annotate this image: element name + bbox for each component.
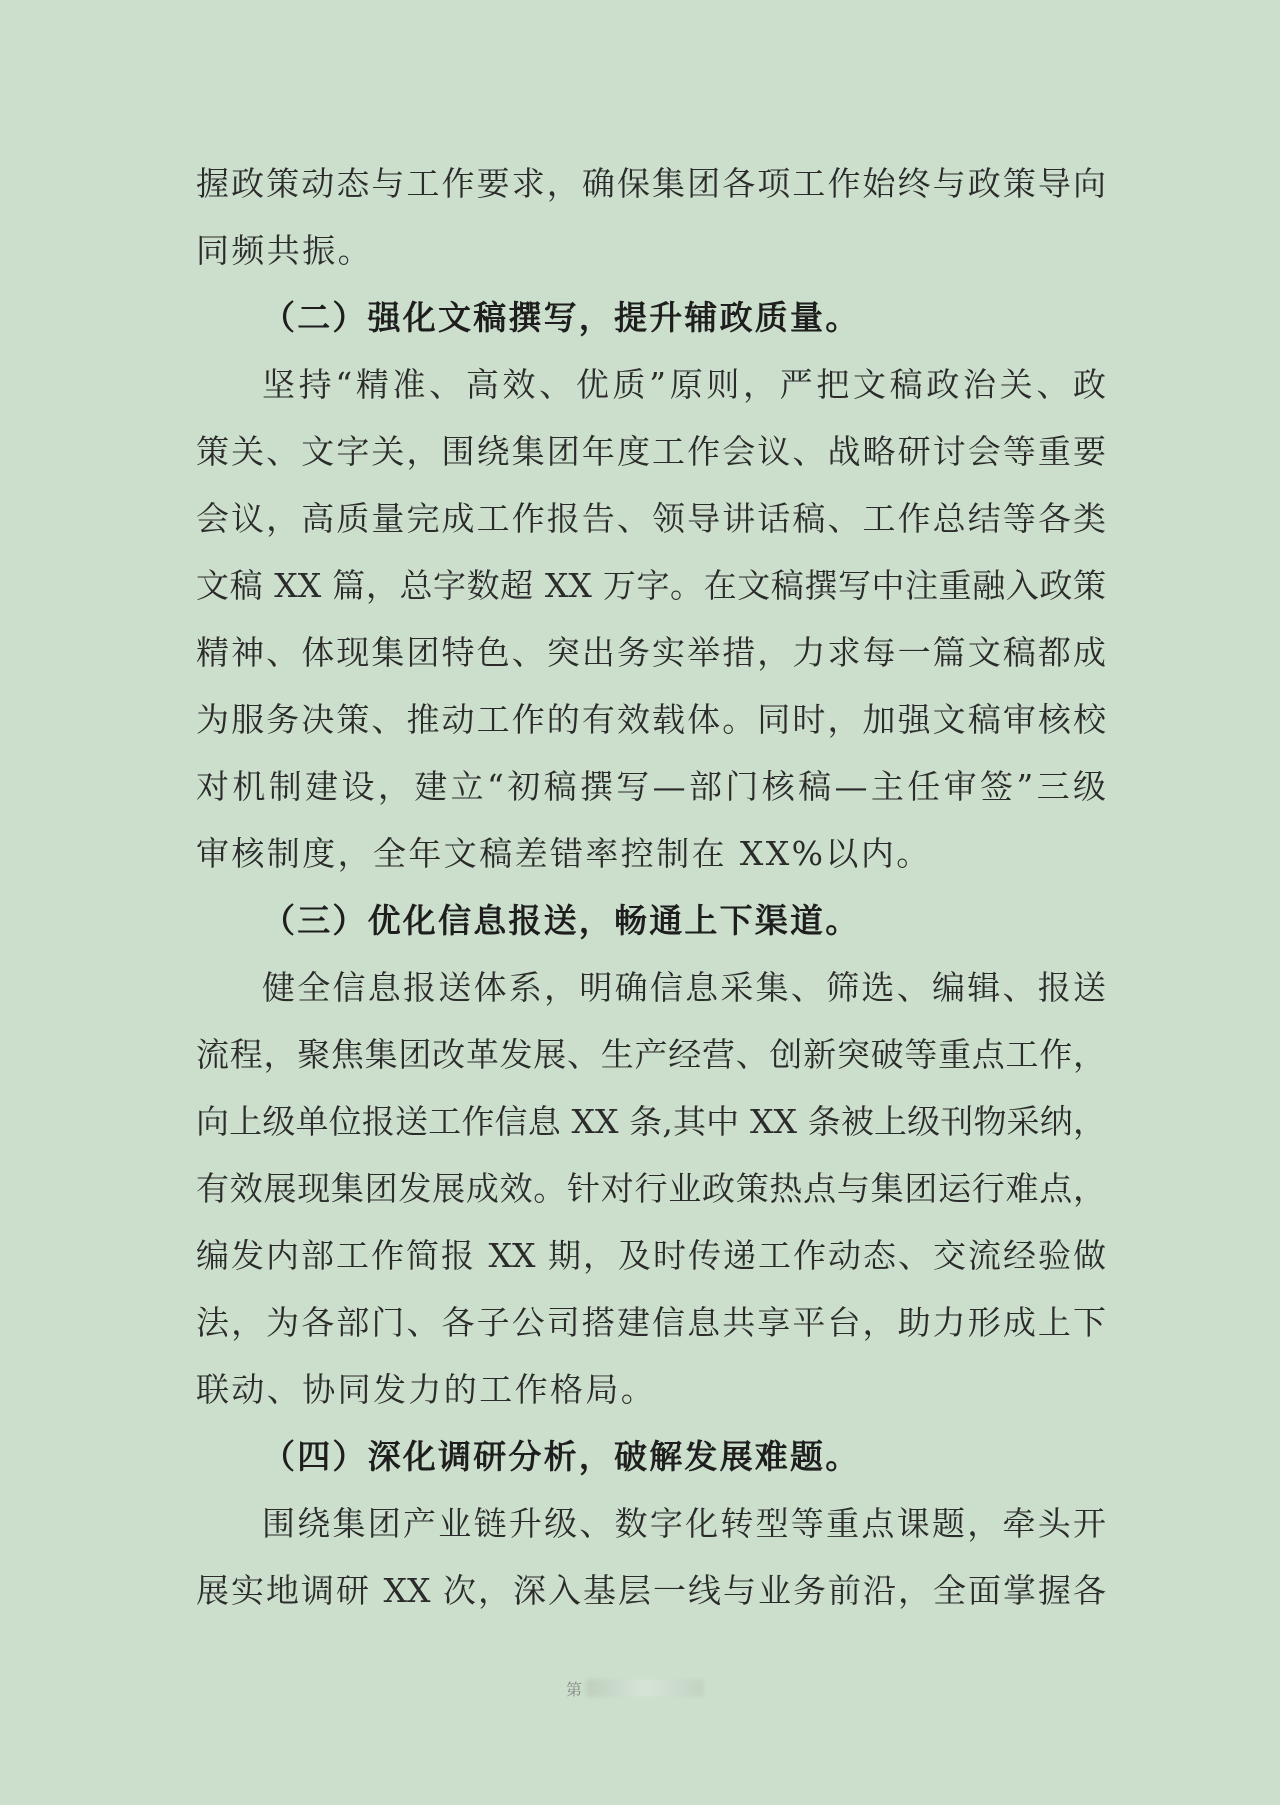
paragraph-line: 法，为各部门、各子公司搭建信息共享平台，助力形成上下 bbox=[196, 1303, 1106, 1342]
page-footer bbox=[566, 1675, 714, 1701]
paragraph-line: 坚持“精准、高效、优质”原则，严把文稿政治关、政 bbox=[262, 365, 1106, 404]
paragraph-line: 有效展现集团发展成效。针对行业政策热点与集团运行难点， bbox=[196, 1169, 1106, 1208]
document-body bbox=[196, 150, 1106, 1624]
paragraph-line: 文稿 XX 篇，总字数超 XX 万字。在文稿撰写中注重融入政策 bbox=[196, 566, 1106, 605]
paragraph-line: 对机制建设，建立“初稿撰写—部门核稿—主任审签”三级 bbox=[196, 767, 1106, 806]
paragraph-line: 会议，高质量完成工作报告、领导讲话稿、工作总结等各类 bbox=[196, 499, 1106, 538]
paragraph-line: 向上级单位报送工作信息 XX 条,其中 XX 条被上级刊物采纳， bbox=[196, 1102, 1106, 1141]
paragraph-line: 联动、协同发力的工作格局。 bbox=[196, 1370, 657, 1409]
section-heading: （四）深化调研分析，破解发展难题。 bbox=[262, 1437, 861, 1476]
section-heading: （二）强化文稿撰写，提升辅政质量。 bbox=[262, 298, 861, 337]
paragraph-line: 为服务决策、推动工作的有效载体。同时，加强文稿审核校 bbox=[196, 700, 1106, 739]
page-number-label: 第 bbox=[566, 1679, 583, 1699]
paragraph-line: 展实地调研 XX 次，深入基层一线与业务前沿，全面掌握各 bbox=[196, 1571, 1106, 1610]
paragraph-line: 流程，聚焦集团改革发展、生产经营、创新突破等重点工作， bbox=[196, 1035, 1106, 1074]
paragraph-line: 健全信息报送体系，明确信息采集、筛选、编辑、报送 bbox=[262, 968, 1106, 1007]
paragraph-line: 同频共振。 bbox=[196, 231, 373, 270]
paragraph-line: 编发内部工作简报 XX 期，及时传递工作动态、交流经验做 bbox=[196, 1236, 1106, 1275]
section-heading: （三）优化信息报送，畅通上下渠道。 bbox=[262, 901, 861, 940]
paragraph-line: 精神、体现集团特色、突出务实举措，力求每一篇文稿都成 bbox=[196, 633, 1106, 672]
paragraph-line: 握政策动态与工作要求，确保集团各项工作始终与政策导向 bbox=[196, 164, 1106, 203]
paragraph-line: 审核制度，全年文稿差错率控制在 XX%以内。 bbox=[196, 834, 932, 873]
paragraph-line: 围绕集团产业链升级、数字化转型等重点课题，牵头开 bbox=[262, 1504, 1106, 1543]
paragraph-line: 策关、文字关，围绕集团年度工作会议、战略研讨会等重要 bbox=[196, 432, 1106, 471]
page-number-redacted bbox=[586, 1679, 704, 1697]
